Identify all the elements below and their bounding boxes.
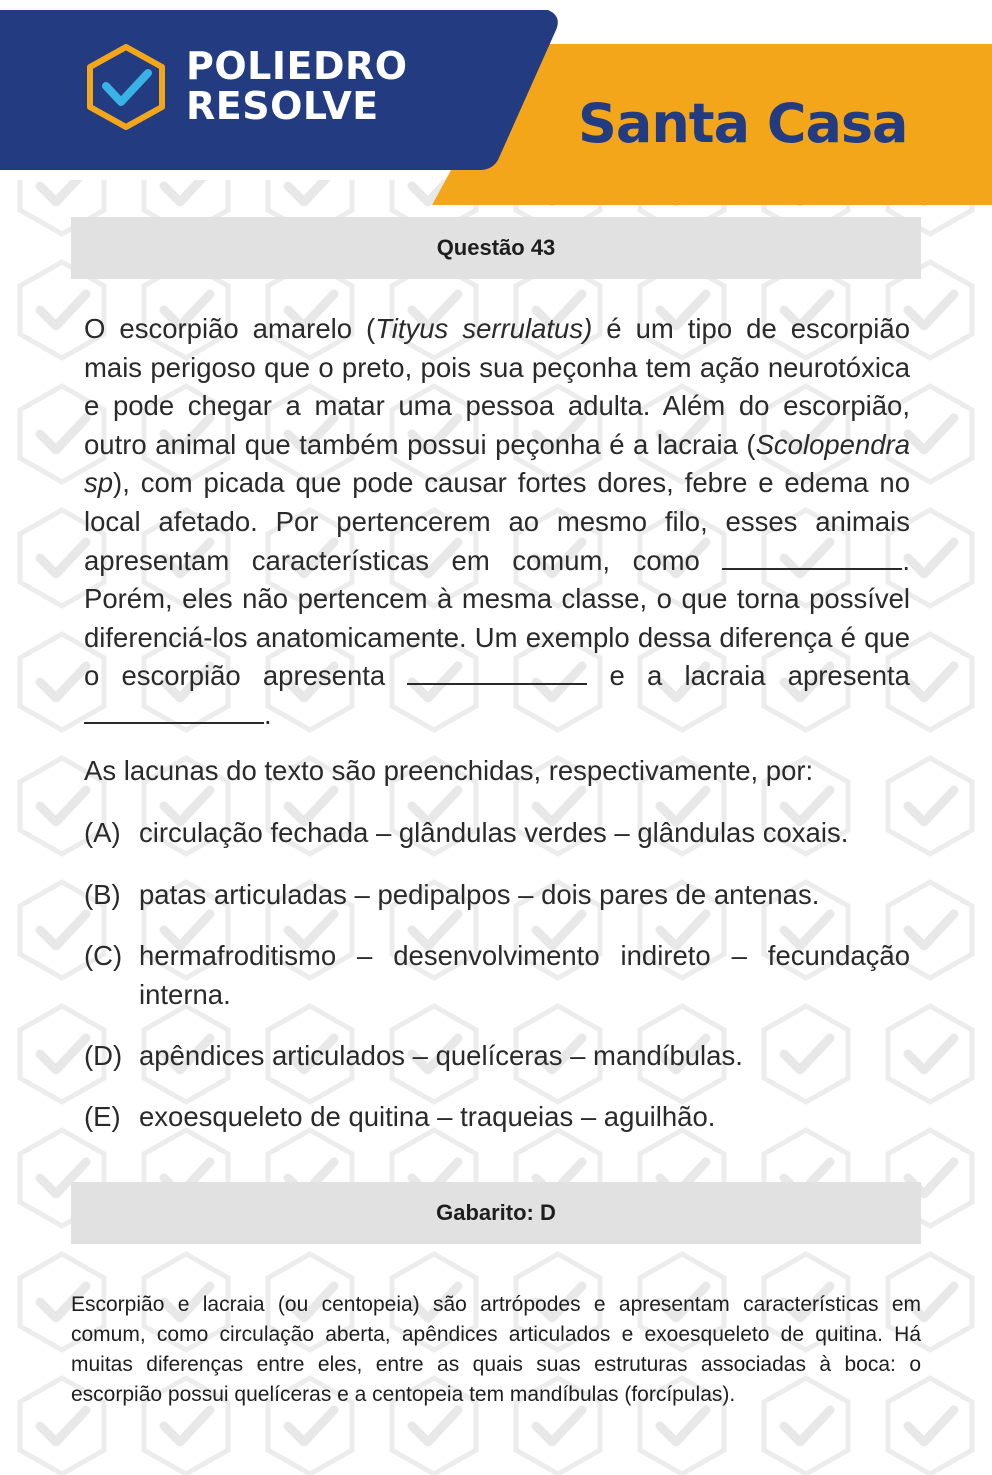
- question-header-bar: [71, 217, 921, 279]
- answer-explanation: Escorpião e lacraia (ou centopeia) são artrópodes e apresentam características em comum, como circulação aberta, apêndices articulados e exoesqueleto de quitina. Há muitas diferenças entre eles, entre as quais suas estruturas associadas à boca: o escorpião possui quelíceras e a centopeia tem mandíbulas (forcípulas).: [71, 1293, 921, 1406]
- option-c[interactable]: [84, 937, 910, 1014]
- statement-text: e a lacraia apresenta: [587, 660, 910, 692]
- option-letter: (D): [84, 1040, 123, 1071]
- brand-line-2: RESOLVE: [186, 84, 379, 128]
- species-name: Tityus serrulatus): [375, 313, 593, 344]
- answer-key: Gabarito: D: [436, 1200, 556, 1225]
- fill-blank: [84, 696, 264, 724]
- brand-logo-text: [186, 46, 408, 126]
- option-letter: (E): [84, 1101, 121, 1132]
- fill-blank: [407, 657, 587, 685]
- question-prompt: As lacunas do texto são preenchidas, respectivamente, por:: [84, 755, 814, 786]
- option-letter: (C): [84, 940, 123, 971]
- statement-text: ), com picada que pode causar fortes dores, febre e edema no local afetado. Por pertencerem ao mesmo filo, esses animais apresentam características em comum, como: [84, 467, 910, 576]
- option-b[interactable]: [84, 876, 910, 915]
- option-e[interactable]: [84, 1098, 910, 1137]
- statement-text: O escorpião amarelo (: [84, 313, 376, 344]
- option-text: hermafroditismo – desenvolvimento indireto – fecundação interna.: [139, 940, 910, 1010]
- option-text: apêndices articulados – quelíceras – mandíbulas.: [139, 1040, 743, 1071]
- brand-line-1: POLIEDRO: [186, 44, 408, 88]
- question-title: Questão 43: [436, 235, 556, 260]
- statement-text: . Porém, eles não pertencem à mesma classe, o que torna possível diferenciá-los anatomicamente. Um exemplo dessa diferença é que o escorpião apresenta: [84, 544, 910, 692]
- statement-text: .: [264, 698, 272, 730]
- option-letter: (B): [84, 879, 121, 910]
- option-text: patas articuladas – pedipalpos – dois pares de antenas.: [139, 879, 820, 910]
- exam-title: Santa Casa: [578, 92, 908, 155]
- statement-text: é um tipo de escorpião mais perigoso que o preto, pois sua peçonha tem ação neurotóxica e pode chegar a matar uma pessoa adulta. Além do escorpião, outro animal que também possui peçonha é a lacraia (: [84, 313, 910, 460]
- option-text: circulação fechada – glândulas verdes – glândulas coxais.: [139, 817, 849, 848]
- species-name: Scolopendra sp: [84, 428, 910, 499]
- option-letter: (A): [84, 817, 121, 848]
- option-text: exoesqueleto de quitina – traqueias – aguilhão.: [139, 1101, 716, 1132]
- option-a[interactable]: [84, 814, 910, 853]
- answer-key-bar: [71, 1182, 921, 1244]
- fill-blank: [722, 542, 902, 570]
- question-statement: [84, 310, 910, 735]
- option-d[interactable]: [84, 1037, 910, 1076]
